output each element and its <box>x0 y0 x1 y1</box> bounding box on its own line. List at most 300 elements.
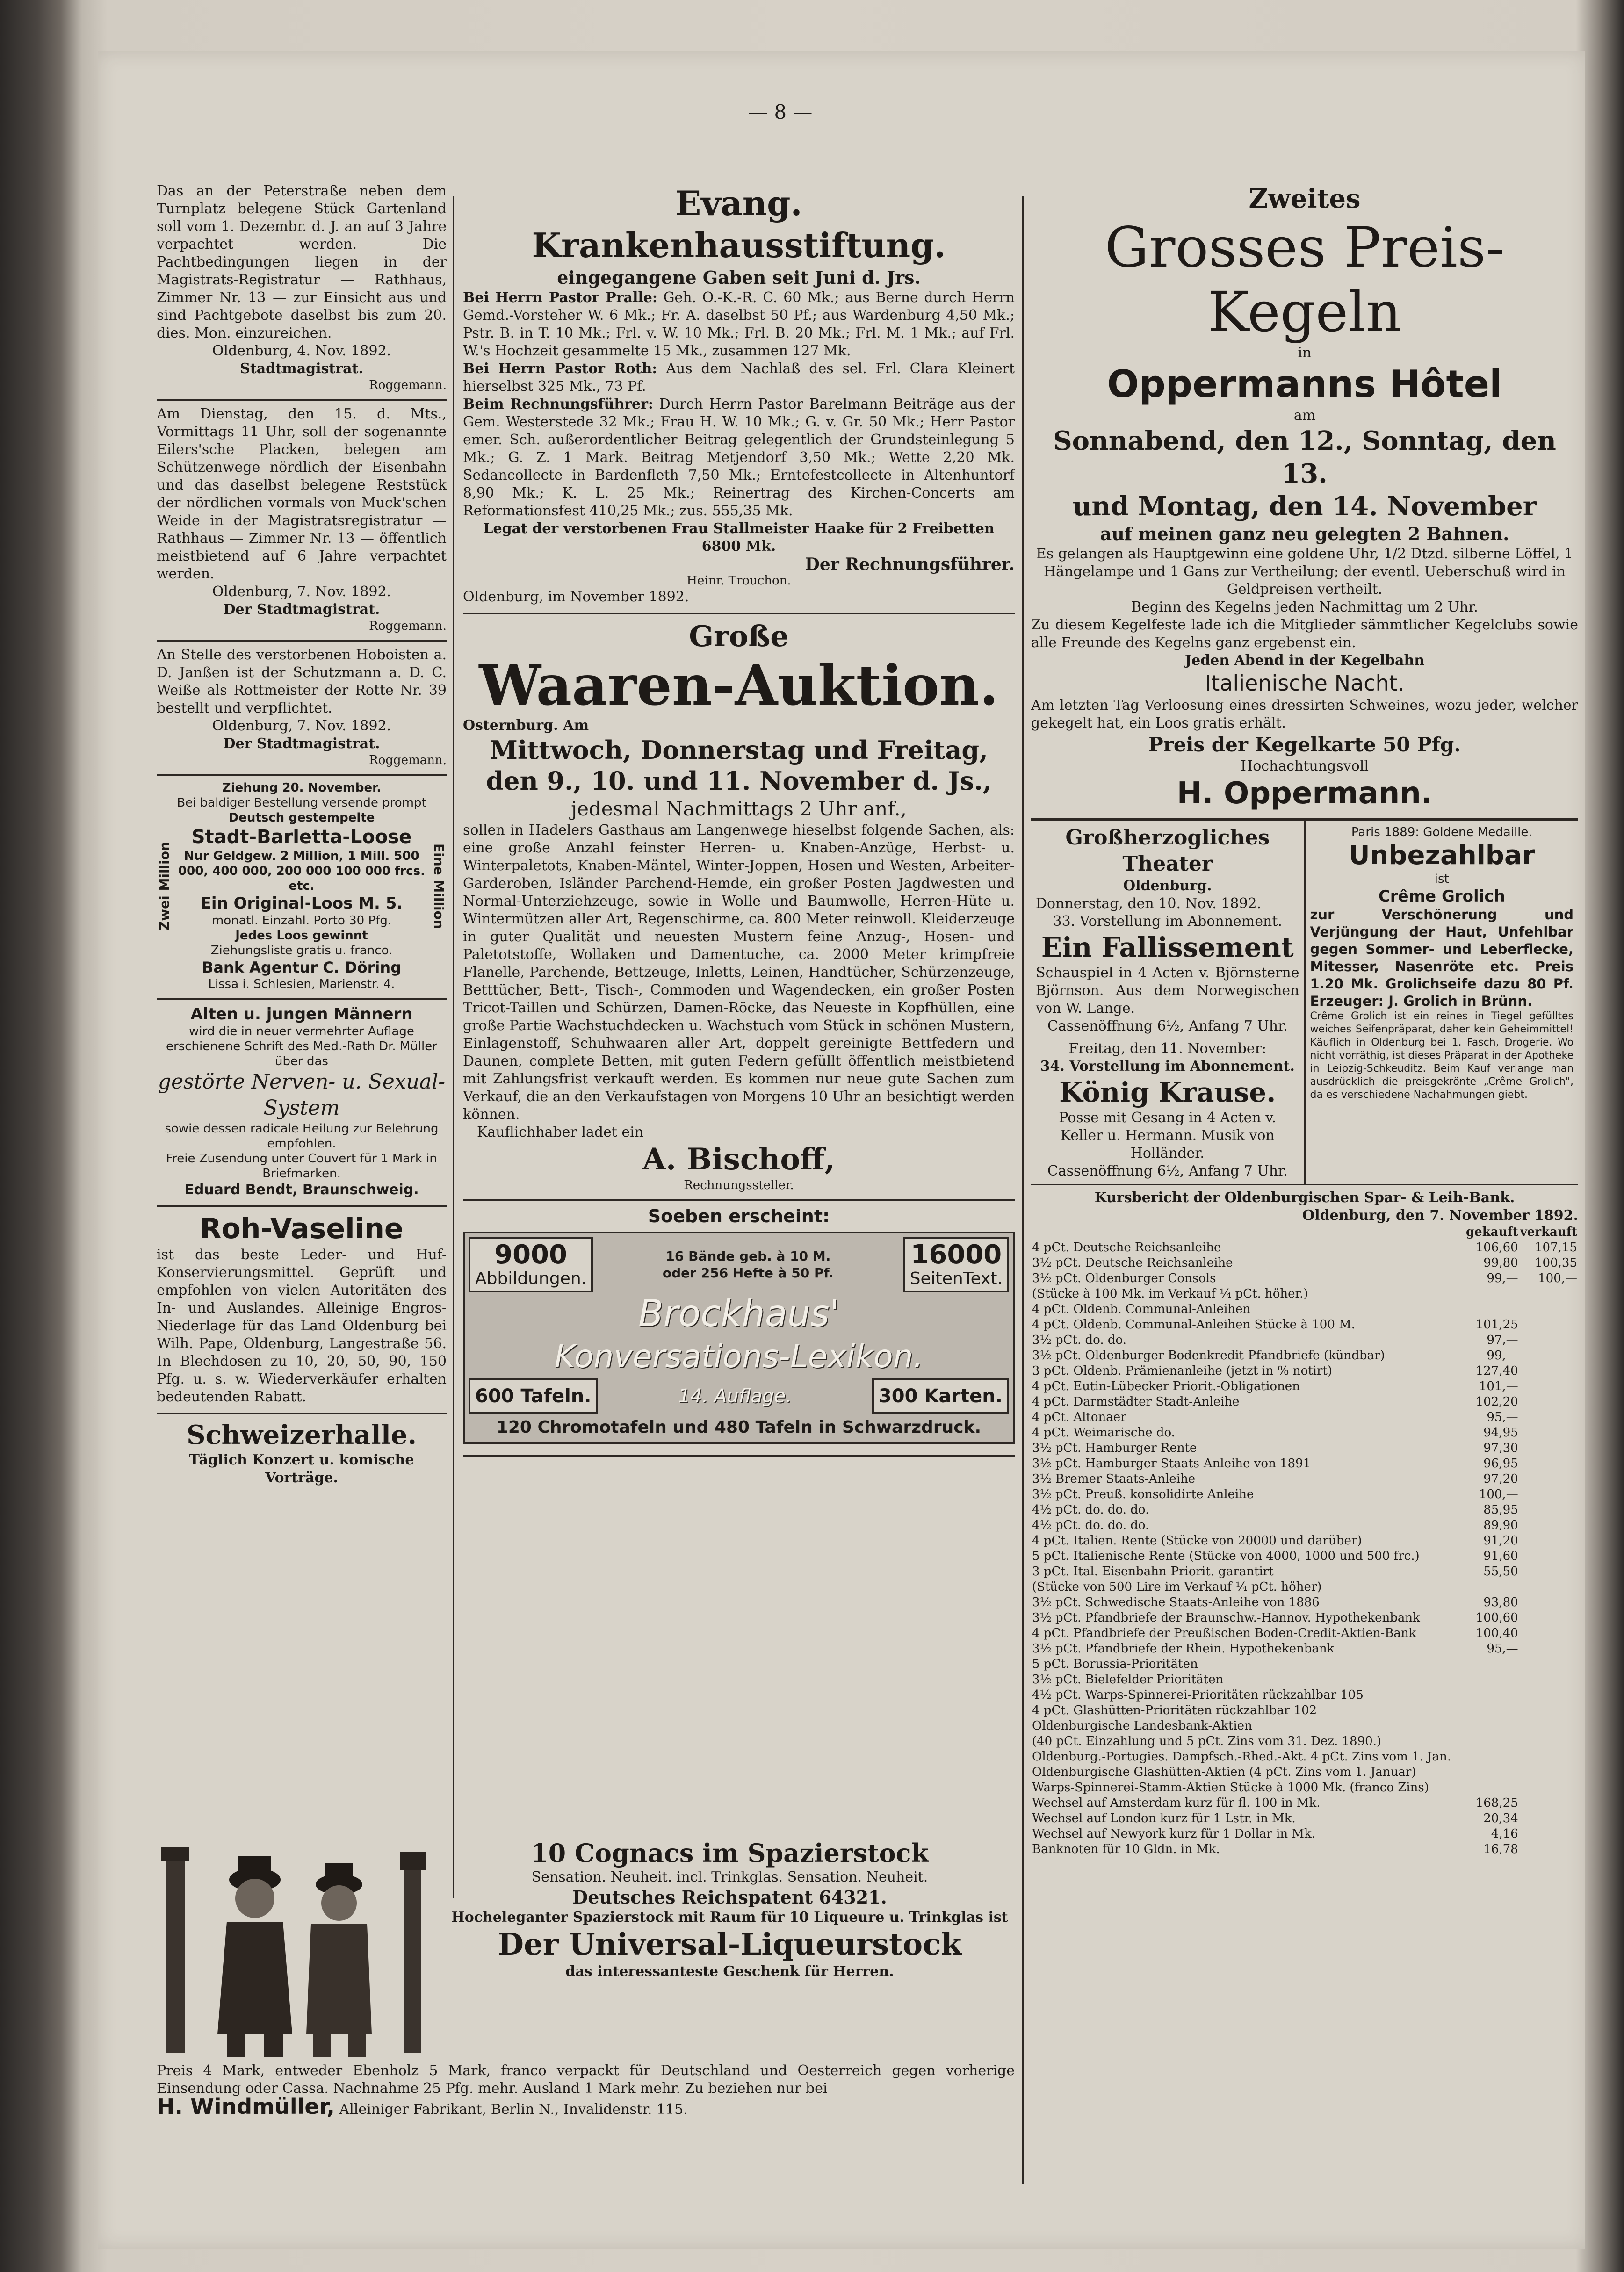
kurs-gekauft <box>1461 1718 1519 1734</box>
brockhaus-price: oder 256 Hefte à 50 Pf. <box>662 1265 834 1281</box>
column-1 <box>157 178 447 2109</box>
kurs-security: 3½ pCt. Oldenburger Bodenkredit-Pfandbriefe (kündbar) <box>1032 1349 1385 1363</box>
loose-line: Ziehungsliste gratis u. franco. <box>210 944 393 958</box>
ad-roh-vaseline <box>157 1207 447 1414</box>
kurs-verkauft <box>1519 1471 1578 1487</box>
brockhaus-title: Brockhaus' <box>638 1293 840 1335</box>
kurs-row <box>1031 1487 1578 1502</box>
kurs-row <box>1031 1842 1578 1857</box>
kranken-text: Geh. O.-K.-R. C. 60 Mk.; aus Berne durch Herrn Gemd.-Vorsteher W. 6 Mk.; Fr. A. daselbst 50 Pf.; aus Wardenburg 4,50 Mk.; Pstr. B. in T. 10 Mk.; Frl. v. W. 10 Mk.; Frl. B. 20 Mk.; Frl. M. 1 Mk.; auf Frl. W.'s Hochzeit gesammelte 15 Mk., zusammen 127 Mk. <box>463 289 1015 359</box>
brockhaus-edition: 14. Auflage. <box>678 1385 792 1407</box>
kurs-verkauft: 100,— <box>1538 1271 1577 1285</box>
kurs-gekauft: 91,60 <box>1483 1549 1518 1563</box>
kegeln-dates: Sonnabend, den 12., Sonntag, den 13. <box>1053 426 1556 489</box>
kurs-gekauft <box>1461 1780 1519 1796</box>
ad-brockhaus <box>463 1201 1015 1457</box>
kurs-security: (40 pCt. Einzahlung und 5 pCt. Zins vom 31. Dez. 1890.) <box>1032 1734 1382 1748</box>
kurs-security: 3½ pCt. Pfandbriefe der Rhein. Hypothekenbank <box>1032 1642 1335 1656</box>
kurs-gekauft: 93,80 <box>1483 1595 1518 1609</box>
kurs-security: 4½ pCt. do. do. do. <box>1032 1518 1149 1532</box>
brockhaus-caption: Abbildungen. <box>475 1269 587 1288</box>
kurs-row <box>1031 1811 1578 1826</box>
kranken-date: Oldenburg, im November 1892. <box>463 589 689 605</box>
kurs-verkauft <box>1519 1842 1578 1857</box>
kurs-security: 3½ pCt. Pfandbriefe der Braunschw.-Hannov. Hypothekenbank <box>1032 1611 1420 1625</box>
theater-creme-row <box>1031 820 1578 1185</box>
kurs-gekauft <box>1461 1657 1519 1672</box>
kurs-security: 4 pCt. Deutsche Reichsanleihe <box>1032 1241 1221 1255</box>
kurs-gekauft: 97,30 <box>1483 1441 1518 1455</box>
loose-line: Nur Geldgew. 2 Million, 1 Mill. 500 000, 400 000, 200 000 100 000 frcs. etc. <box>178 849 425 893</box>
auktion-text: sollen in Hadelers Gasthaus am Langenwege hieselbst folgende Sachen, als: eine große Anzahl feinster Herren- u. Knaben-Anzüge, Herbst- u. Winterpaletots, Knaben-Mäntel, Winter-Joppen, Hosen und Westen, Arbeiter-Garderoben, Isländer Parchend-Hemde, ein großer Posten Jagdwesten und Normal-Unterziehzeuge, sowie in Wolle und Baumwolle, Herren-Hüte u. Wintermützen aller Art, Regenschirme, ca. 800 Meter reinwoll. Kleiderzeuge in guter Qualität und neuesten Mustern feine Anzug-, Hosen- und Paletotstoffe, Wollaken und Damentuche, ca. 2000 Meter krimpfreie Flanelle, Parchende, Bettzeuge, Inletts, Leinen, Handtücher, Schürzenzeuge, Betttücher, Bett-, Tisch-, Commoden und Wagendecken, ein großer Posten Tricot-Taillen und Schürzen, Damen-Röcke, das Neueste in Kopfhüllen, eine große Partie Wachstuchdecken u. Wachstuch vom Stück in schönen Mustern, Einlagenstoff, Schuhwaaren aller Art, doppelt gereinigte Bettfedern und Daunen, complete Betten, mit guten Federn gefüllt öffentlich meistbietend mit Zahlungsfrist verkauft werden. Es kommen nur neue gute Sachen zum Verkauf, die an den Verkaufstagen von Morgens 10 Uhr an besichtigt werden können. <box>463 822 1015 1123</box>
kurs-security: Oldenburgische Glashütten-Aktien (4 pCt. Zins vom 1. Januar) <box>1032 1765 1416 1779</box>
kurs-security: (Stücke von 500 Lire im Verkauf ¼ pCt. höher) <box>1032 1580 1322 1594</box>
auktion-title: Waaren-Auktion. <box>479 653 999 718</box>
kurs-gekauft: 95,— <box>1487 1642 1518 1656</box>
kurs-verkauft <box>1519 1394 1578 1410</box>
kurs-row <box>1031 1826 1578 1842</box>
notice-name: Roggemann. <box>369 619 447 633</box>
column-rule-2 <box>1022 196 1024 2184</box>
kurs-gekauft <box>1461 1703 1519 1718</box>
liqueur-price: Preis 4 Mark, entweder Ebenholz 5 Mark, franco verpackt für Deutschland und Oesterreich gegen vorherige Einsendung oder Cassa. Nachnahme 25 Pfg. mehr. Ausland 1 Mark mehr. Zu beziehen nur bei <box>157 2063 1015 2097</box>
kurs-col-header: gekauft <box>1466 1225 1518 1239</box>
kurs-title: Kursbericht der Oldenburgischen Spar- & Leih-Bank. <box>1094 1190 1515 1206</box>
kurs-security: 3½ pCt. Preuß. konsolidirte Anleihe <box>1032 1487 1254 1501</box>
kurs-verkauft <box>1519 1657 1578 1672</box>
kurs-security: Banknoten für 10 Gldn. in Mk. <box>1032 1842 1220 1856</box>
liqueur-patent: Deutsches Reichspatent 64321. <box>572 1887 887 1908</box>
kurs-security: 4½ pCt. Warps-Spinnerei-Prioritäten rückzahlbar 105 <box>1032 1688 1364 1702</box>
kegeln-dates: und Montag, den 14. November <box>1072 491 1537 522</box>
kurs-verkauft <box>1519 1286 1578 1302</box>
vaseline-text: ist das beste Leder- und Huf-Konservierungsmittel. Geprüft und empfohlen von vielen Autoritäten des In- und Auslandes. Alleinige Engros-Niederlage für das Land Oldenburg bei Wilh. Pape, Oldenburg, Langestraße 56. In Blechdosen zu 10, 20, 50, 90, 150 Pfg. u. s. w. Wiederverkäufer erhalten bedeutenden Rabatt. <box>157 1247 447 1405</box>
kurs-gekauft: 102,20 <box>1475 1395 1518 1409</box>
kurs-row <box>1031 1765 1578 1780</box>
kurs-date: Oldenburg, den 7. November 1892. <box>1302 1207 1578 1224</box>
kurs-row <box>1031 1425 1578 1441</box>
kurs-gekauft: 94,95 <box>1483 1426 1518 1440</box>
kurs-gekauft <box>1461 1302 1519 1317</box>
theater-open: Cassenöffnung 6½, Anfang 7 Uhr. <box>1047 1163 1288 1179</box>
illustration-svg <box>157 1838 437 2062</box>
kursbericht <box>1031 1185 1578 1857</box>
theater-vorstellung: 34. Vorstellung im Abonnement. <box>1040 1058 1295 1075</box>
kegeln-bahnen: auf meinen ganz neu gelegten 2 Bahnen. <box>1100 523 1509 544</box>
notice-placken <box>157 401 447 642</box>
kurs-gekauft: 106,60 <box>1475 1241 1518 1255</box>
brockhaus-footer: 120 Chromotafeln und 480 Tafeln in Schwarzdruck. <box>496 1418 982 1437</box>
notice-gartenland <box>157 178 447 401</box>
page-number: — 8 — <box>748 101 813 123</box>
kurs-gekauft <box>1461 1734 1519 1749</box>
kurs-row <box>1031 1255 1578 1271</box>
kurs-security: 4 pCt. Glashütten-Prioritäten rückzahlbar 102 <box>1032 1703 1317 1717</box>
loose-line: monatl. Einzahl. Porto 30 Pfg. <box>211 914 392 928</box>
kurs-verkauft <box>1519 1549 1578 1564</box>
kurs-gekauft: 101,— <box>1479 1379 1518 1393</box>
kegeln-pre: Zweites <box>1249 183 1361 214</box>
ad-theater <box>1031 821 1306 1184</box>
kurs-security: 4 pCt. Altonaer <box>1032 1410 1126 1424</box>
kurs-row <box>1031 1549 1578 1564</box>
kurs-row <box>1031 1302 1578 1317</box>
kurs-row <box>1031 1641 1578 1657</box>
kurs-verkauft <box>1519 1734 1578 1749</box>
kurs-row <box>1031 1734 1578 1749</box>
creme-text: zur Verschönerung und Verjüngung der Haut, Unfehlbar gegen Sommer- und Leberflecke, Mitesser, Nasenröte etc. Preis 1.20 Mk. Grolichseife dazu 80 Pf. Erzeuger: J. Grolich in Brünn. <box>1310 907 1573 1009</box>
auktion-place: Osternburg. Am <box>463 717 589 734</box>
kurs-verkauft <box>1519 1487 1578 1502</box>
brockhaus-box <box>903 1237 1009 1292</box>
kurs-row <box>1031 1564 1578 1580</box>
kurs-row <box>1031 1502 1578 1518</box>
ad-creme-grolich <box>1306 821 1579 1184</box>
nerven-line: Freie Zusendung unter Couvert für 1 Mark in Briefmarken. <box>166 1152 437 1181</box>
kurs-gekauft: 97,20 <box>1483 1472 1518 1486</box>
kurs-row <box>1031 1610 1578 1626</box>
ad-schweizerhalle <box>157 1414 447 1493</box>
kurs-verkauft <box>1519 1765 1578 1780</box>
kurs-verkauft <box>1519 1826 1578 1842</box>
kurs-gekauft: 99,— <box>1487 1349 1518 1363</box>
kurs-security: (Stücke à 100 Mk. im Verkauf ¼ pCt. höher.) <box>1032 1287 1308 1301</box>
kurs-row <box>1031 1456 1578 1471</box>
schweizer-title: Schweizerhalle. <box>187 1420 417 1450</box>
column-rule-1 <box>453 196 454 1898</box>
kurs-row <box>1031 1271 1578 1286</box>
vaseline-title: Roh-Vaseline <box>200 1212 404 1245</box>
kurs-gekauft <box>1461 1749 1519 1765</box>
waaren-auktion <box>463 614 1015 1201</box>
kurs-security: 4½ pCt. do. do. do. <box>1032 1503 1149 1517</box>
notice-date: Oldenburg, 4. Nov. 1892. <box>212 343 391 359</box>
kurs-row <box>1031 1672 1578 1688</box>
side-label-right: Eine Million <box>431 843 447 929</box>
creme-ist: ist <box>1434 872 1449 886</box>
kurs-security: Wechsel auf Newyork kurz für 1 Dollar in Mk. <box>1032 1827 1315 1841</box>
auktion-invite: Kauflichhaber ladet ein <box>477 1124 644 1140</box>
theater-play: König Krause. <box>1059 1076 1276 1108</box>
creme-name: Crême Grolich <box>1378 887 1505 906</box>
kurs-gekauft: 55,50 <box>1483 1565 1518 1579</box>
kurs-row <box>1031 1626 1578 1641</box>
kurs-row <box>1031 1471 1578 1487</box>
kurs-table <box>1031 1225 1578 1857</box>
notice-name: Roggemann. <box>369 753 447 767</box>
kurs-security: Warps-Spinnerei-Stamm-Aktien Stücke à 1000 Mk. (franco Zins) <box>1032 1781 1429 1795</box>
kurs-verkauft <box>1519 1333 1578 1348</box>
kurs-row <box>1031 1333 1578 1348</box>
nerven-line: Alten u. jungen Männern <box>190 1005 413 1024</box>
brockhaus-box <box>469 1237 593 1292</box>
kranken-lead: Beim Rechnungsführer: <box>463 396 653 412</box>
kurs-verkauft <box>1519 1533 1578 1549</box>
kurs-security: 3½ pCt. Deutsche Reichsanleihe <box>1032 1256 1233 1270</box>
auktion-sign: A. Bischoff, <box>642 1142 835 1177</box>
auktion-role: Rechnungssteller. <box>684 1178 794 1192</box>
loose-line: Bank Agentur C. Döring <box>202 959 402 976</box>
kegeln-nacht: Italienische Nacht. <box>1205 671 1405 696</box>
kurs-security: 3½ pCt. Oldenburger Consols <box>1032 1271 1216 1285</box>
brockhaus-box: 600 Tafeln. <box>469 1378 598 1414</box>
auktion-days: Mittwoch, Donnerstag und Freitag, <box>490 735 988 765</box>
kurs-gekauft <box>1461 1765 1519 1780</box>
brockhaus-box: 300 Karten. <box>872 1378 1009 1414</box>
notice-text: Das an der Peterstraße neben dem Turnplatz belegene Stück Gartenland soll vom 1. Dezembr. d. J. an auf 3 Jahre verpachtet werden. Die Pachtbedingungen liegen in der Magistrats-Registratur — Rathhaus, Zimmer Nr. 13 — zur Einsicht aus und sind Pachtgebote daselbst bis zum 20. dies. Mon. einzureichen. <box>157 183 447 341</box>
notice-sign: Der Stadtmagistrat. <box>223 601 380 618</box>
notice-date: Oldenburg, 7. Nov. 1892. <box>212 718 391 734</box>
brockhaus-title: Konversations-Lexikon. <box>554 1338 924 1375</box>
ad-liqueurstock <box>157 1838 1015 2137</box>
kurs-verkauft <box>1519 1441 1578 1456</box>
loose-title: Stadt-Barletta-Loose <box>191 826 412 848</box>
notice-name: Roggemann. <box>369 378 447 392</box>
side-label-left: Zwei Million <box>157 842 172 930</box>
kurs-security: 3½ Bremer Staats-Anleihe <box>1032 1472 1196 1486</box>
theater-title: Großherzogliches Theater <box>1065 826 1270 876</box>
kranken-text: Aus dem Nachlaß des sel. Frl. Clara Kleinert hierselbst 325 Mk., 73 Pf. <box>463 361 1015 395</box>
kurs-verkauft <box>1519 1703 1578 1718</box>
kurs-row <box>1031 1749 1578 1765</box>
kurs-verkauft <box>1519 1363 1578 1379</box>
kurs-gekauft: 99,— <box>1487 1271 1518 1285</box>
kegeln-in: in <box>1298 345 1312 361</box>
kurs-verkauft <box>1519 1425 1578 1441</box>
kurs-verkauft <box>1519 1672 1578 1688</box>
brockhaus-header: Soeben erscheint: <box>648 1206 830 1226</box>
notice-date: Oldenburg, 7. Nov. 1892. <box>212 584 391 600</box>
liqueur-line: Hocheleganter Spazierstock mit Raum für 10 Liqueure u. Trinkglas ist <box>451 1909 1008 1926</box>
theater-city: Oldenburg. <box>1123 878 1212 894</box>
kegeln-hochacht: Hochachtungsvoll <box>1241 758 1369 774</box>
kegeln-hotel: Oppermanns Hôtel <box>1107 362 1502 406</box>
kranken-lead: Bei Herrn Pastor Pralle: <box>463 289 657 306</box>
kurs-gekauft: 100,60 <box>1475 1611 1518 1625</box>
creme-title: Unbezahlbar <box>1349 840 1535 871</box>
notice-sign: Der Stadtmagistrat. <box>223 736 380 752</box>
nerven-line: sowie dessen radicale Heilung zur Belehrung empfohlen. <box>165 1122 439 1151</box>
kegeln-am: am <box>1293 407 1316 424</box>
auktion-pre: Große <box>689 619 789 653</box>
theater-date: Donnerstag, den 10. Nov. 1892. <box>1036 895 1262 912</box>
kurs-verkauft <box>1519 1410 1578 1425</box>
kurs-security: 3½ pCt. Hamburger Rente <box>1032 1441 1197 1455</box>
kurs-gekauft: 101,25 <box>1475 1318 1518 1332</box>
brockhaus-number: 16000 <box>910 1240 1002 1270</box>
kegeln-abend: Jeden Abend in der Kegelbahn <box>1184 652 1425 669</box>
kurs-row <box>1031 1441 1578 1456</box>
brockhaus-caption: SeitenText. <box>909 1269 1003 1288</box>
creme-medal: Paris 1889: Goldene Medaille. <box>1351 825 1532 839</box>
kurs-row <box>1031 1796 1578 1811</box>
kurs-security: 4 pCt. Darmstädter Stadt-Anleihe <box>1032 1395 1240 1409</box>
kurs-security: Wechsel auf Amsterdam kurz für fl. 100 in Mk. <box>1032 1796 1321 1810</box>
kurs-gekauft: 99,80 <box>1483 1256 1518 1270</box>
loose-line: Ein Original-Loos M. 5. <box>200 894 403 913</box>
kurs-gekauft: 16,78 <box>1483 1842 1518 1856</box>
notice-text: An Stelle des verstorbenen Hoboisten a. D. Janßen ist der Schutzmann a. D. C. Weiße als Rottmeister der Rotte Nr. 39 bestellt und verpflichtet. <box>157 647 447 716</box>
auktion-dates: den 9., 10. und 11. November d. Js., <box>486 766 992 796</box>
kegeln-text: Es gelangen als Hauptgewinn eine goldene Uhr, 1/2 Dtzd. silberne Löffel, 1 Hängelampe und 1 Gans zur Vertheilung; der eventl. Ueberschuß wird in Geldpreisen vertheilt. <box>1036 546 1573 598</box>
brockhaus-price: 16 Bände geb. à 10 M. <box>665 1248 831 1264</box>
brockhaus-number: 9000 <box>494 1240 567 1270</box>
loose-line: Ziehung 20. November. <box>222 781 382 795</box>
kurs-security: Oldenburgische Landesbank-Aktien <box>1032 1719 1252 1733</box>
kurs-verkauft <box>1519 1518 1578 1533</box>
kurs-gekauft: 91,20 <box>1483 1534 1518 1548</box>
kurs-row <box>1031 1580 1578 1595</box>
kurs-header-row <box>1031 1225 1578 1240</box>
kurs-verkauft <box>1519 1379 1578 1394</box>
theater-vorstellung: 33. Vorstellung im Abonnement. <box>1053 913 1282 930</box>
kurs-gekauft: 97,— <box>1487 1333 1518 1347</box>
kurs-security: Oldenburg.-Portugies. Dampfsch.-Rhed.-Akt. 4 pCt. Zins vom 1. Jan. <box>1032 1750 1451 1764</box>
kurs-verkauft <box>1519 1718 1578 1734</box>
kurs-row <box>1031 1286 1578 1302</box>
kurs-security: 3 pCt. Ital. Eisenbahn-Priorit. garantirt <box>1032 1565 1274 1579</box>
kurs-row <box>1031 1348 1578 1363</box>
liqueur-name: Der Universal-Liqueurstock <box>498 1927 962 1962</box>
kurs-security: 5 pCt. Borussia-Prioritäten <box>1032 1657 1198 1671</box>
theater-play: Ein Fallissement <box>1041 931 1294 963</box>
notice-rottmeister <box>157 642 447 776</box>
liqueur-line: das interessanteste Geschenk für Herren. <box>565 1963 894 1980</box>
schweizer-text: Täglich Konzert u. komische Vorträge. <box>189 1452 414 1486</box>
kurs-row <box>1031 1688 1578 1703</box>
kurs-verkauft <box>1519 1348 1578 1363</box>
kranken-lead: Bei Herrn Pastor Roth: <box>463 361 657 377</box>
kurs-verkauft <box>1519 1564 1578 1580</box>
kurs-verkauft <box>1519 1595 1578 1610</box>
kurs-row <box>1031 1240 1578 1255</box>
kurs-security: 4 pCt. Eutin-Lübecker Priorit.-Obligationen <box>1032 1379 1300 1393</box>
kurs-gekauft <box>1461 1286 1519 1302</box>
creme-small: Crême Grolich ist ein reines in Tiegel gefülltes weiches Seifenpräparat, daher kein Geheimmittel! Käuflich in Oldenburg bei 1. Fasch, Drogerie. Wo nicht vorräthig, ist dieses Präparat in der Apotheke in Leipzig-Schkeuditz. Beim Kauf verlange man ausdrücklich die preisgekrönte „Crême Grolich", da es verschiedene Nachahmungen giebt. <box>1310 1010 1573 1101</box>
kurs-verkauft <box>1519 1317 1578 1333</box>
kurs-verkauft <box>1519 1780 1578 1796</box>
kurs-gekauft: 168,25 <box>1475 1796 1518 1810</box>
kranken-legat: Legat der verstorbenen Frau Stallmeister Haake für 2 Freibetten 6800 Mk. <box>483 520 995 555</box>
kurs-row <box>1031 1379 1578 1394</box>
kurs-gekauft: 96,95 <box>1483 1457 1518 1471</box>
kurs-verkauft: 100,35 <box>1535 1256 1577 1270</box>
nerven-line: wird die in neuer vermehrter Auflage erschienene Schrift des Med.-Rath Dr. Müller über das <box>166 1024 437 1068</box>
kegeln-last: Am letzten Tag Verloosung eines dressirten Schweines, wozu jeder, welcher gekegelt hat, ein Loos gratis erhält. <box>1031 697 1578 731</box>
kurs-security: 4 pCt. Oldenb. Communal-Anleihen Stücke à 100 M. <box>1032 1318 1356 1332</box>
kegeln-preis: Preis der Kegelkarte 50 Pfg. <box>1148 733 1461 756</box>
kurs-verkauft <box>1519 1502 1578 1518</box>
theater-desc: Schauspiel in 4 Acten v. Björnsterne Björnson. Aus dem Norwegischen von W. Lange. <box>1036 965 1299 1017</box>
kranken-name: Heinr. Trouchon. <box>686 574 791 588</box>
liqueur-line: Sensation. Neuheit. incl. Trinkglas. Sensation. Neuheit. <box>531 1869 928 1885</box>
kurs-verkauft <box>1519 1688 1578 1703</box>
kranken-sign: Der Rechnungsführer. <box>805 555 1015 574</box>
nerven-title: gestörte Nerven- u. Sexual-System <box>158 1070 446 1120</box>
ad-preis-kegeln <box>1031 178 1578 820</box>
kranken-text: Durch Herrn Pastor Barelmann Beiträge aus der Gem. Westerstede 32 Mk.; Frau H. W. 10 Mk.; G. v. Gr. 50 Mk.; Herr Pastor emer. Sch. außerordentlicher Beitrag gelegentlich der Grundsteinlegung 5 Mk.; G. Z. 1 Mark. Beitrag Metjendorf 3,50 Mk.; Wette 2,20 Mk. Sedancollecte in Bardenfleth 7,50 Mk.; Erntefestcollecte in Altenhuntorf 8,90 Mk.; K. L. 25 Mk.; Reinertrag des Kirchen-Concerts am Reformationsfest 410,25 Mk.; zus. 555,35 Mk. <box>463 396 1015 519</box>
kurs-verkauft <box>1519 1580 1578 1595</box>
kurs-security: 5 pCt. Italienische Rente (Stücke von 4000, 1000 und 500 frc.) <box>1032 1549 1420 1563</box>
kurs-gekauft: 4,16 <box>1491 1827 1518 1841</box>
kurs-security: 3½ pCt. do. do. <box>1032 1333 1126 1347</box>
kurs-gekauft: 100,— <box>1479 1487 1518 1501</box>
kurs-verkauft <box>1519 1749 1578 1765</box>
kurs-gekauft: 127,40 <box>1475 1364 1518 1378</box>
kurs-security: 3½ pCt. Bielefelder Prioritäten <box>1032 1673 1224 1687</box>
theater-date: Freitag, den 11. November: <box>1068 1040 1267 1057</box>
loose-line: Deutsch gestempelte <box>228 811 375 825</box>
kranken-title: Evang. Krankenhausstiftung. <box>532 183 946 265</box>
kegeln-invite: Zu diesem Kegelfeste lade ich die Mitglieder sämmtlicher Kegelclubs sowie alle Freunde des Kegelns ganz ergebenst ein. <box>1031 617 1578 651</box>
kurs-security: 4 pCt. Pfandbriefe der Preußischen Boden-Credit-Aktien-Bank <box>1032 1626 1416 1640</box>
theater-desc: Posse mit Gesang in 4 Acten v. Keller u. Hermann. Musik von Holländer. <box>1059 1110 1277 1161</box>
notice-text: Am Dienstag, den 15. d. Mts., Vormittags 11 Uhr, soll der sogenannte Eilers'sche Placken, belegen am Schützenwege nördlich der Eisenbahn und das daselbst belegene Reststück der nördlichen vormals von Muck'schen Weide in der Magistratsregistratur — Rathhaus — Zimmer Nr. 13 — öffentlich meistbietend auf 6 Jahre verpachtet werden. <box>157 406 447 582</box>
loose-line: Bei baldiger Bestellung versende prompt <box>177 796 426 810</box>
kurs-gekauft: 89,90 <box>1483 1518 1518 1532</box>
kurs-gekauft <box>1461 1672 1519 1688</box>
kurs-security: 4 pCt. Weimarische do. <box>1032 1426 1175 1440</box>
kurs-gekauft <box>1461 1688 1519 1703</box>
kurs-row <box>1031 1595 1578 1610</box>
theater-open: Cassenöffnung 6½, Anfang 7 Uhr. <box>1047 1018 1288 1034</box>
kurs-row <box>1031 1518 1578 1533</box>
kurs-row <box>1031 1703 1578 1718</box>
kurs-row <box>1031 1410 1578 1425</box>
kurs-security: Wechsel auf London kurz für 1 Lstr. in Mk. <box>1032 1811 1296 1825</box>
kurs-verkauft <box>1519 1456 1578 1471</box>
kurs-gekauft: 20,34 <box>1483 1811 1518 1825</box>
kurs-row <box>1031 1780 1578 1796</box>
kurs-row <box>1031 1394 1578 1410</box>
brockhaus-panel <box>463 1232 1015 1444</box>
ad-barletta-loose <box>157 776 447 1000</box>
kurs-gekauft: 95,— <box>1487 1410 1518 1424</box>
kegeln-title: Grosses Preis-Kegeln <box>1104 215 1505 344</box>
kurs-gekauft: 85,95 <box>1483 1503 1518 1517</box>
notice-sign: Stadtmagistrat. <box>240 361 363 377</box>
ad-nerven-system <box>157 1000 447 1207</box>
kurs-gekauft <box>1461 1580 1519 1595</box>
kurs-col-header: verkauft <box>1520 1225 1577 1239</box>
kurs-row <box>1031 1718 1578 1734</box>
kurs-verkauft <box>1519 1610 1578 1626</box>
kurs-security: 3½ pCt. Schwedische Staats-Anleihe von 1886 <box>1032 1595 1320 1609</box>
kranken-subtitle: eingegangene Gaben seit Juni d. Jrs. <box>557 267 921 288</box>
kurs-security: 4 pCt. Italien. Rente (Stücke von 20000 und darüber) <box>1032 1534 1362 1548</box>
krankenhausstiftung <box>463 178 1015 614</box>
kurs-row <box>1031 1363 1578 1379</box>
kurs-security: 4 pCt. Oldenb. Communal-Anleihen <box>1032 1302 1251 1316</box>
kurs-verkauft <box>1519 1796 1578 1811</box>
kurs-row <box>1031 1533 1578 1549</box>
kurs-verkauft <box>1519 1302 1578 1317</box>
kurs-verkauft: 107,15 <box>1535 1241 1577 1255</box>
gentlemen-illustration <box>157 1838 437 2062</box>
column-3 <box>1031 178 1578 2226</box>
kurs-row <box>1031 1317 1578 1333</box>
kegeln-begin: Beginn des Kegelns jeden Nachmittag um 2 Uhr. <box>1131 599 1478 615</box>
liqueur-address: Alleiniger Fabrikant, Berlin N., Invalidenstr. 115. <box>339 2101 688 2118</box>
kurs-security: 3½ pCt. Hamburger Staats-Anleihe von 1891 <box>1032 1457 1311 1471</box>
kurs-verkauft <box>1519 1626 1578 1641</box>
auktion-time: jedesmal Nachmittags 2 Uhr anf., <box>571 797 907 820</box>
kegeln-sign: H. Oppermann. <box>1176 776 1433 811</box>
nerven-line: Eduard Bendt, Braunschweig. <box>184 1182 419 1198</box>
loose-line: Lissa i. Schlesien, Marienstr. 4. <box>208 977 395 991</box>
kurs-verkauft <box>1519 1641 1578 1657</box>
kurs-verkauft <box>1519 1811 1578 1826</box>
